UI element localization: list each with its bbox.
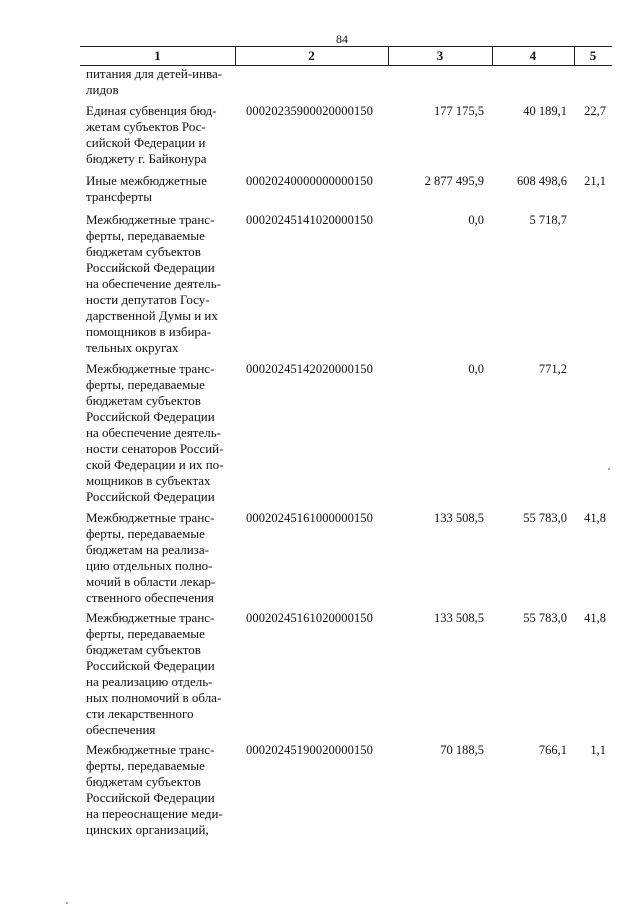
row-code: 00020235900020000150 [246, 104, 373, 118]
row-description: Межбюджетные транс- ферты, передаваемые бюджетам субъектов Российской Федерации на переоснащение меди- цинских организаций, [86, 742, 223, 837]
header-col-4: 4 [529, 48, 537, 63]
header-col-2: 2 [308, 48, 315, 63]
header-col-1: 1 [154, 48, 161, 63]
row-value-col4: 40 189,1 [523, 104, 567, 118]
row-description: Межбюджетные транс- ферты, передаваемые бюджетам субъектов Российской Федерации на реализацию отдель- ных полномочий в обла- сти лекарственного обеспечения [86, 610, 222, 737]
row-value-col5: 21,1 [584, 174, 606, 188]
row-description: Межбюджетные транс- ферты, передаваемые бюджетам субъектов Российской Федерации на обеспечение деятель- ности депутатов Госу- дарственной Думы и их помощников в избира- тельных округах [86, 212, 221, 355]
scan-speck [66, 902, 68, 904]
row-code: 00020245142020000150 [246, 362, 373, 376]
row-description: Единая субвенция бюд- жетам субъектов Рос- сийской Федерации и бюджету г. Байконура [86, 103, 217, 166]
row-value-col5: 41,8 [584, 611, 606, 625]
row-value-col5: 41,8 [584, 511, 606, 525]
table-header [80, 46, 612, 66]
header-col-3: 3 [436, 48, 444, 63]
scan-speck [608, 468, 610, 470]
row-value-col4: 771,2 [538, 362, 567, 376]
row-code: 00020245141020000150 [246, 213, 373, 227]
row-value-col3: 0,0 [468, 362, 484, 376]
row-value-col3: 177 175,5 [434, 104, 484, 118]
row-description: Межбюджетные транс- ферты, передаваемые бюджетам на реализа- цию отдельных полно- мочий в области лекар- ственного обеспечения [86, 510, 216, 605]
row-value-col3: 0,0 [468, 213, 484, 227]
page-number: 84 [336, 32, 348, 46]
row-value-col4: 766,1 [538, 743, 567, 757]
row-value-col3: 133 508,5 [434, 611, 484, 625]
row-value-col3: 70 188,5 [440, 743, 484, 757]
row-value-col3: 2 877 495,9 [424, 174, 484, 188]
header-col-5: 5 [589, 48, 597, 63]
row-code: 00020245161000000150 [246, 511, 373, 525]
row-value-col4: 5 718,7 [529, 213, 567, 227]
row-value-col3: 133 508,5 [434, 511, 484, 525]
row-code: 00020245190020000150 [246, 743, 373, 757]
continuation-text: питания для детей-инва- лидов [86, 66, 223, 97]
row-value-col5: 22,7 [584, 104, 606, 118]
row-value-col4: 55 783,0 [523, 511, 567, 525]
row-description: Межбюджетные транс- ферты, передаваемые бюджетам субъектов Российской Федерации на обеспечение деятель- ности сенаторов Россий- ской Федерации и их по- мощников в субъектах Российской Федерации [86, 361, 224, 504]
row-code: 00020240000000000150 [246, 174, 373, 188]
row-value-col4: 55 783,0 [523, 611, 567, 625]
row-description: Иные межбюджетные трансферты [86, 173, 207, 204]
row-value-col5: 1,1 [590, 743, 606, 757]
row-value-col4: 608 498,6 [517, 174, 567, 188]
row-code: 00020245161020000150 [246, 611, 373, 625]
